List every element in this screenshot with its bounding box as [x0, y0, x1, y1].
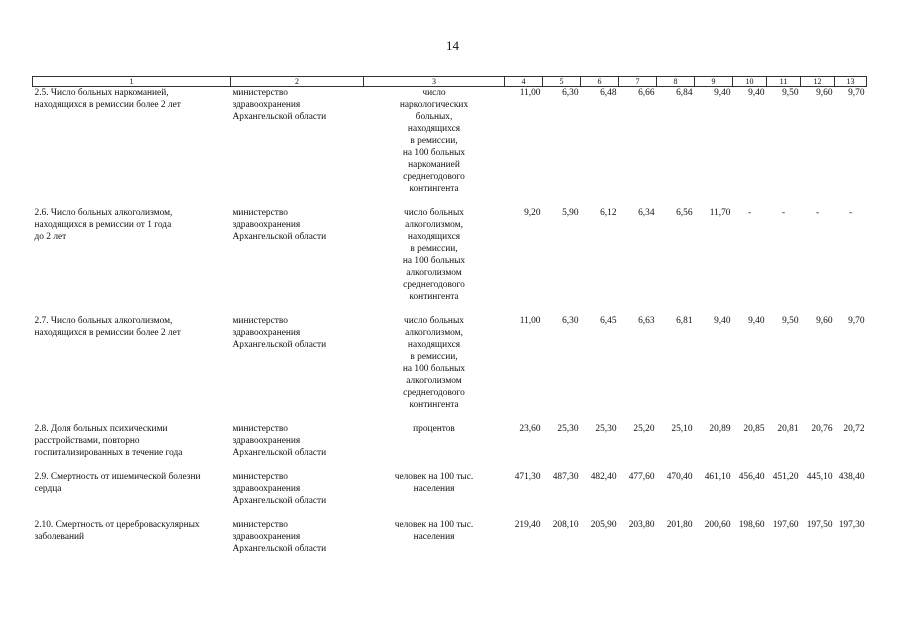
unit-of-measure: [364, 315, 505, 411]
indicator-name-line: 2.10. Смертность от цереброваскулярных: [34, 520, 200, 530]
value-cell: 219,40: [514, 520, 541, 530]
unit-of-measure-line: населения: [413, 532, 455, 542]
responsible-organization-line: здравоохранения: [232, 220, 301, 230]
unit-of-measure-line: число больных: [404, 208, 464, 218]
responsible-organization-line: министерство: [232, 520, 288, 530]
responsible-organization-line: Архангельской области: [232, 112, 327, 122]
value-cell: 9,40: [714, 88, 731, 98]
responsible-organization-line: министерство: [232, 88, 288, 98]
value-cell: 9,70: [848, 88, 865, 98]
indicator-name-line: находящихся в ремиссии более 2 лет: [34, 328, 181, 338]
unit-of-measure: [364, 207, 505, 303]
row-spacer: [33, 459, 867, 471]
row-spacer: [33, 195, 867, 207]
indicator-name: [33, 423, 231, 459]
responsible-organization-line: министерство: [232, 424, 288, 434]
value-cell: 9,40: [714, 316, 731, 326]
indicator-name-line: до 2 лет: [34, 232, 67, 242]
unit-of-measure-line: алкоголизмом,: [405, 328, 463, 338]
indicator-name-line: 2.6. Число больных алкоголизмом,: [34, 208, 173, 218]
responsible-organization: [231, 423, 364, 459]
responsible-organization: [231, 471, 364, 507]
value-cell: 9,40: [748, 88, 765, 98]
value-cell: -: [815, 208, 820, 218]
table-row: [33, 423, 867, 459]
unit-of-measure-line: на 100 больных: [402, 148, 466, 158]
unit-of-measure-line: находящихся: [407, 340, 461, 350]
responsible-organization-line: здравоохранения: [232, 436, 301, 446]
value-cell: 208,10: [552, 520, 579, 530]
indicator-name: [33, 519, 231, 555]
value-cell: 6,66: [638, 88, 655, 98]
unit-of-measure: [364, 87, 505, 196]
value-cell: 451,20: [772, 472, 799, 482]
value-cell: 20,72: [843, 424, 865, 434]
unit-of-measure-line: в ремиссии,: [410, 136, 458, 146]
responsible-organization-line: здравоохранения: [232, 328, 301, 338]
value-cell: 5,90: [562, 208, 579, 218]
value-cell: 461,10: [704, 472, 731, 482]
responsible-organization-line: Архангельской области: [232, 340, 327, 350]
unit-of-measure-line: среднегодового: [403, 388, 465, 398]
responsible-organization-line: Архангельской области: [232, 544, 327, 554]
responsible-organization-line: Архангельской области: [232, 496, 327, 506]
value-cell: 6,30: [562, 316, 579, 326]
column-number-9: 9: [695, 77, 733, 87]
table-row: [33, 519, 867, 555]
table-row: [33, 471, 867, 507]
responsible-organization-line: здравоохранения: [232, 532, 301, 542]
value-cell: 487,30: [552, 472, 579, 482]
responsible-organization-line: здравоохранения: [232, 484, 301, 494]
responsible-organization-line: министерство: [232, 208, 288, 218]
unit-of-measure-line: на 100 больных: [402, 256, 466, 266]
value-cell: 6,56: [676, 208, 693, 218]
indicator-name: [33, 87, 231, 196]
value-cell: 11,00: [519, 316, 541, 326]
value-cell: -: [781, 208, 786, 218]
unit-of-measure: [364, 423, 505, 459]
value-cell: 197,60: [772, 520, 799, 530]
indicator-name-line: сердца: [34, 484, 62, 494]
value-cell: 438,40: [838, 472, 865, 482]
value-cell: 6,84: [676, 88, 693, 98]
unit-of-measure-line: в ремиссии,: [410, 244, 458, 254]
column-number-2: 2: [231, 77, 364, 87]
responsible-organization: [231, 315, 364, 411]
responsible-organization-line: Архангельской области: [232, 448, 327, 458]
column-number-13: 13: [835, 77, 867, 87]
unit-of-measure-line: находящихся: [407, 232, 461, 242]
value-cell: 9,70: [848, 316, 865, 326]
indicator-name-line: 2.5. Число больных наркоманией,: [34, 88, 169, 98]
value-cell: 205,90: [590, 520, 617, 530]
unit-of-measure-line: в ремиссии,: [410, 352, 458, 362]
responsible-organization-line: Архангельской области: [232, 232, 327, 242]
unit-of-measure-line: контингента: [409, 292, 459, 302]
responsible-organization: [231, 207, 364, 303]
unit-of-measure-line: среднегодового: [403, 172, 465, 182]
value-cell: 20,81: [777, 424, 799, 434]
value-cell: 9,20: [524, 208, 541, 218]
unit-of-measure-line: число: [422, 88, 446, 98]
indicator-name-line: 2.9. Смертность от ишемической болезни: [34, 472, 201, 482]
responsible-organization: [231, 87, 364, 196]
value-cell: 23,60: [519, 424, 541, 434]
value-cell: 6,48: [600, 88, 617, 98]
unit-of-measure-line: алкоголизмом: [406, 268, 462, 278]
column-number-7: 7: [619, 77, 657, 87]
unit-of-measure-line: человек на 100 тыс.: [394, 520, 474, 530]
unit-of-measure-line: находящихся: [407, 124, 461, 134]
value-cell: 9,60: [816, 88, 833, 98]
value-cell: -: [848, 208, 853, 218]
column-number-6: 6: [581, 77, 619, 87]
column-number-12: 12: [801, 77, 835, 87]
value-cell: 11,70: [709, 208, 731, 218]
column-number-row: [33, 77, 867, 87]
unit-of-measure: [364, 471, 505, 507]
value-cell: 6,45: [600, 316, 617, 326]
value-cell: 197,30: [838, 520, 865, 530]
responsible-organization: [231, 519, 364, 555]
unit-of-measure-line: процентов: [413, 424, 455, 434]
table-row: [33, 207, 867, 303]
row-spacer: [33, 303, 867, 315]
column-number-10: 10: [733, 77, 767, 87]
indicators-table: [32, 76, 867, 555]
value-cell: 9,50: [782, 88, 799, 98]
unit-of-measure-line: контингента: [409, 400, 459, 410]
value-cell: 9,60: [816, 316, 833, 326]
column-number-4: 4: [505, 77, 543, 87]
indicator-name-line: заболеваний: [34, 532, 85, 542]
value-cell: 11,00: [519, 88, 541, 98]
unit-of-measure-line: наркоманией: [408, 160, 460, 170]
value-cell: 200,60: [704, 520, 731, 530]
value-cell: 477,60: [628, 472, 655, 482]
column-number-11: 11: [767, 77, 801, 87]
responsible-organization-line: министерство: [232, 472, 288, 482]
value-cell: 25,20: [633, 424, 655, 434]
value-cell: 203,80: [628, 520, 655, 530]
value-cell: 9,40: [748, 316, 765, 326]
column-number-3: 3: [364, 77, 505, 87]
unit-of-measure-line: контингента: [409, 184, 459, 194]
unit-of-measure-line: алкоголизмом,: [405, 220, 463, 230]
row-spacer: [33, 507, 867, 519]
value-cell: 198,60: [738, 520, 765, 530]
responsible-organization-line: министерство: [232, 316, 288, 326]
indicator-name-line: расстройствами, повторно: [34, 436, 140, 446]
column-number-5: 5: [543, 77, 581, 87]
unit-of-measure-line: число больных: [404, 316, 464, 326]
value-cell: 6,12: [600, 208, 617, 218]
row-spacer: [33, 411, 867, 423]
value-cell: 20,85: [743, 424, 765, 434]
value-cell: 6,30: [562, 88, 579, 98]
value-cell: 482,40: [590, 472, 617, 482]
indicator-name-line: 2.7. Число больных алкоголизмом,: [34, 316, 173, 326]
indicator-name: [33, 315, 231, 411]
indicator-name: [33, 471, 231, 507]
value-cell: 20,76: [811, 424, 833, 434]
table-row: [33, 87, 867, 196]
value-cell: 456,40: [738, 472, 765, 482]
value-cell: 9,50: [782, 316, 799, 326]
indicator-name-line: 2.8. Доля больных психическими: [34, 424, 168, 434]
unit-of-measure: [364, 519, 505, 555]
page-number: 14: [446, 38, 459, 53]
value-cell: 201,80: [666, 520, 693, 530]
value-cell: -: [747, 208, 752, 218]
indicator-name: [33, 207, 231, 303]
value-cell: 471,30: [514, 472, 541, 482]
column-number-8: 8: [657, 77, 695, 87]
indicator-name-line: находящихся в ремиссии более 2 лет: [34, 100, 181, 110]
value-cell: 445,10: [806, 472, 833, 482]
unit-of-measure-line: населения: [413, 484, 455, 494]
value-cell: 6,34: [638, 208, 655, 218]
indicator-name-line: госпитализированных в течение года: [34, 448, 183, 458]
value-cell: 197,50: [806, 520, 833, 530]
value-cell: 6,81: [676, 316, 693, 326]
column-number-1: 1: [33, 77, 231, 87]
unit-of-measure-line: на 100 больных: [402, 364, 466, 374]
value-cell: 20,89: [709, 424, 731, 434]
table-row: [33, 315, 867, 411]
value-cell: 25,10: [671, 424, 693, 434]
unit-of-measure-line: среднегодового: [403, 280, 465, 290]
unit-of-measure-line: больных,: [415, 112, 453, 122]
responsible-organization-line: здравоохранения: [232, 100, 301, 110]
value-cell: 25,30: [595, 424, 617, 434]
value-cell: 470,40: [666, 472, 693, 482]
indicator-name-line: находящихся в ремиссии от 1 года: [34, 220, 172, 230]
value-cell: 6,63: [638, 316, 655, 326]
table-body: [33, 87, 867, 556]
unit-of-measure-line: алкоголизмом: [406, 376, 462, 386]
unit-of-measure-line: человек на 100 тыс.: [394, 472, 474, 482]
value-cell: 25,30: [557, 424, 579, 434]
unit-of-measure-line: наркологических: [399, 100, 469, 110]
